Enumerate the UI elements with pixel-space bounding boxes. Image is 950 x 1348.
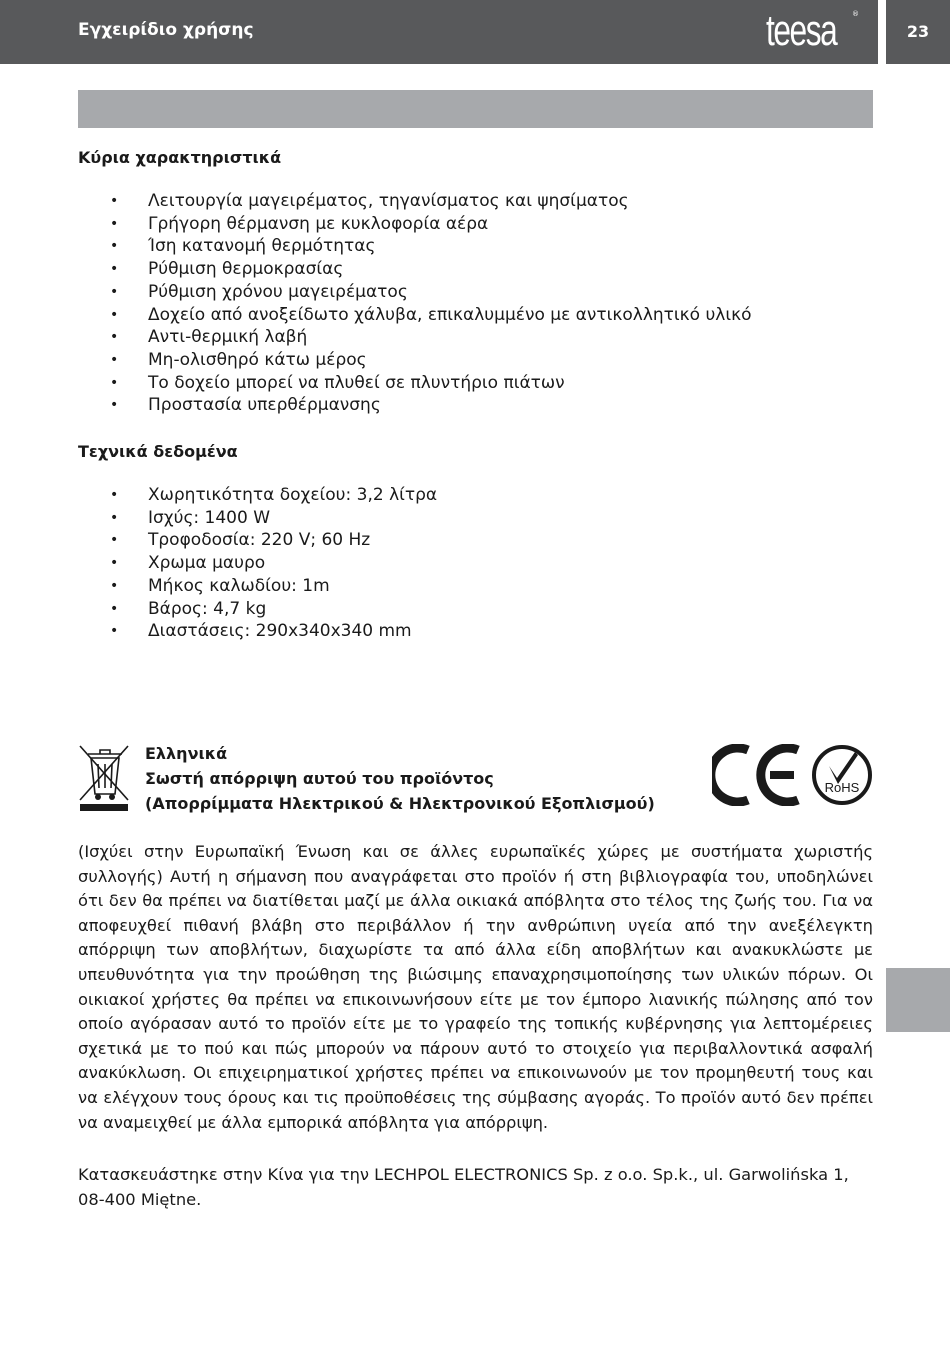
list-item: • Διαστάσεις: 290x340x340 mm [108,620,437,643]
list-item: • Προστασία υπερθέρμανσης [108,394,752,417]
list-item: • Λειτουργία μαγειρέματος, τηγανίσματος και ψησίματος [108,190,752,213]
manufacturer-info [78,1163,873,1212]
list-item: • Μήκος καλωδίου: 1m [108,575,437,598]
ce-mark-icon [712,744,804,806]
disposal-subtitle: (Απορρίμματα Ηλεκτρικού & Ηλεκτρονικού Εξοπλισμού) [145,794,655,813]
list-item: • Ρύθμιση θερμοκρασίας [108,258,752,281]
list-item: • Γρήγορη θέρμανση με κυκλοφορία αέρα [108,213,752,236]
side-tab [886,968,950,1032]
list-item: • Χρωμα μαυρο [108,552,437,575]
page-number-box [886,0,950,64]
list-item: • Βάρος: 4,7 kg [108,598,437,621]
list-item: • Ισχύς: 1400 W [108,507,437,530]
technical-list [108,484,437,643]
disposal-paragraph: (Ισχύει στην Ευρωπαϊκή Ένωση και σε άλλες ευρωπαϊκές χώρες με συστήματα χωριστής συλλογής) Αυτή η σήμανση που αναγράφεται στο προϊόν ή στη βιβλιογραφία του, υποδηλώνει ότι δεν θα πρέπει να διατίθεται μαζί με άλλα οικιακά απόβλητα στο τέλος της ζωής του. Για να αποφευχθεί πιθανή βλάβη στο περιβάλλον ή την ανθρώπινη υγεία από την ανεξέλεγκτη απόρριψη των αποβλήτων, διαχωρίστε τα από άλλα είδη αποβλήτων και ανακυκλώστε με υπευθυνότητα για την προώθηση της βιώσιμης επαναχρησιμοποίησης των υλικών πόρων. Οι οικιακοί χρήστες θα πρέπει να επικοινωνήσουν είτε με τον έμπορο λιανικής πώλησης από τον οποίο αγόρασαν αυτό το προϊόν είτε με το γραφείο της τοπικής κυβέρνησης για λεπτομέρειες σχετικά με το πού και πώς μπορούν να πάρουν αυτό το στοιχείο για περιβαλλοντικά ασφαλή ανακύκλωση. Οι επιχειρηματικοί χρήστες πρέπει να επικοινωνούν με τον προμηθευτή τους και να ελέγχουν τους όρους και τις προϋποθέσεις της σύμβασης αγοράς. Το προϊόν αυτό δεν πρέπει να αναμειχθεί με άλλα εμπορικά απόβλητα για απόρριψη. [78,842,873,1132]
weee-bin-icon [78,742,130,812]
list-item: • Αντι-θερμική λαβή [108,326,752,349]
disposal-title: Σωστή απόρριψη αυτού του προϊόντος [145,769,494,788]
logo-registered-mark: ® [852,10,859,18]
header-bar [0,0,878,64]
section-band [78,90,873,128]
technical-heading: Τεχνικά δεδομένα [78,442,238,461]
manufacturer-line-1: Κατασκευάστηκε στην Κίνα για την LECHPOL ELECTRONICS Sp. z o.o. Sp.k., ul. Garwolińska 1, [78,1165,849,1184]
teesa-logo: teesa [766,6,837,55]
list-item: • Δοχείο από ανοξείδωτο χάλυβα, επικαλυμμένο με αντικολλητικό υλικό [108,304,752,327]
page-number: 23 [906,22,930,41]
rohs-check-icon [811,744,873,806]
list-item: • Μη-ολισθηρό κάτω μέρος [108,349,752,372]
list-item: • Ίση κατανομή θερμότητας [108,235,752,258]
features-list [108,190,752,417]
rohs-label: RoHS [824,780,860,795]
disposal-heading [145,741,655,816]
language-label: Ελληνικά [145,744,228,763]
list-item: • Το δοχείο μπορεί να πλυθεί σε πλυντήριο πιάτων [108,372,752,395]
manual-title: Εγχειρίδιο χρήσης [78,20,254,40]
list-item: • Ρύθμιση χρόνου μαγειρέματος [108,281,752,304]
list-item: • Χωρητικότητα δοχείου: 3,2 λίτρα [108,484,437,507]
features-heading: Κύρια χαρακτηριστικά [78,148,282,167]
manufacturer-line-2: 08-400 Miętne. [78,1189,202,1209]
list-item: • Τροφοδοσία: 220 V; 60 Hz [108,529,437,552]
